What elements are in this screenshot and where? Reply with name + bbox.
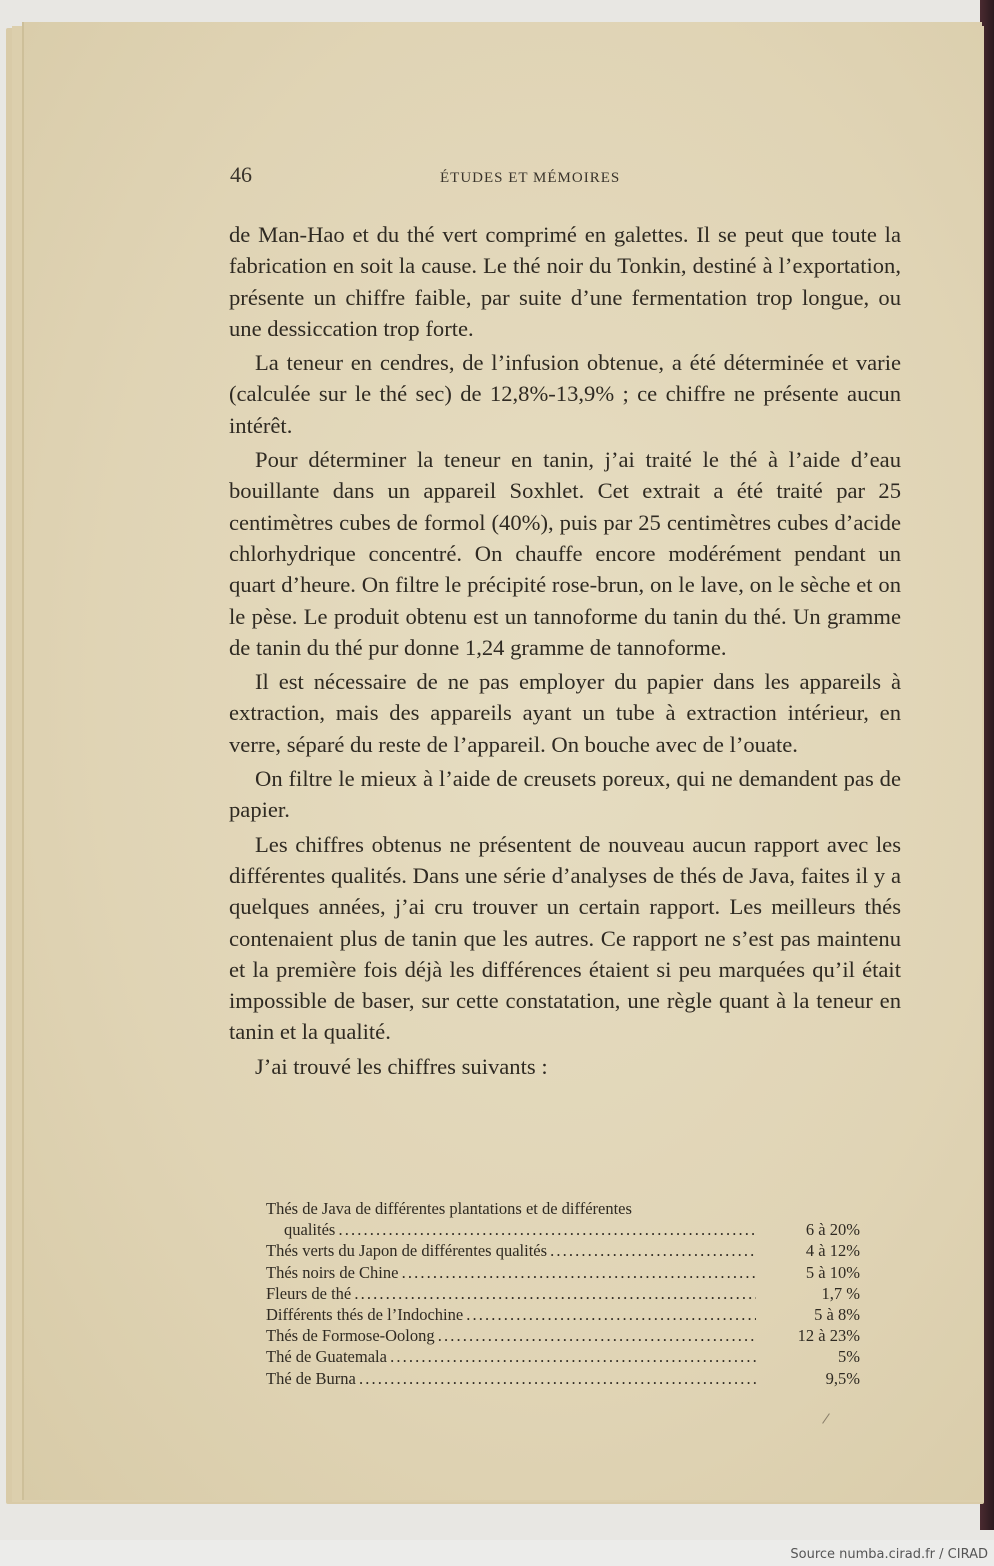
table-row-value: 9,5% <box>825 1368 860 1388</box>
table-row-label: Thé de Guatemala . . . <box>266 1346 756 1367</box>
table-row <box>266 1240 860 1261</box>
tannin-table <box>266 1198 860 1389</box>
table-row-label: Thés de Formose-Oolong . . . <box>266 1325 756 1346</box>
paragraph: J’ai trouvé les chiffres suivants : <box>255 1053 548 1079</box>
table-row-value: 6 à 20% <box>805 1220 860 1240</box>
table-row-value: 4 à 12% <box>805 1241 860 1261</box>
table-row-value: 12 à 23% <box>797 1326 860 1346</box>
table-row-label: Thé de Burna . . . <box>266 1368 756 1389</box>
paragraph: de Man-Hao et du thé vert comprimé en galettes. Il se peut que toute la fabrication en soit la cause. Le thé noir du Tonkin, destiné à l’exportation, présente un chiffre faible, par suite d’une fermentation trop longue, ou une dessiccation trop forte. <box>229 222 901 341</box>
paragraph: Les chiffres obtenus ne présentent de nouveau aucun rapport avec les différentes qualités. Dans une série d’analyses de thés de Java, faites il y a quelques années, j’ai cru trouver un certain rapport. Les meilleurs thés contenaient plus de tanin que les autres. Ce rapport ne s’est pas maintenu et la première fois déjà les différences étaient si peu marquées qu’il était impossible de baser, sur cette constatation, une règle quant à la teneur en tanin et la qualité. <box>229 831 901 1045</box>
paragraph: La teneur en cendres, de l’infusion obtenue, a été déterminée et varie (calculée sur le thé sec) de 12,8%-13,9% ; ce chiffre ne présente aucun intérêt. <box>229 350 901 438</box>
paragraph: On filtre le mieux à l’aide de creusets poreux, qui ne demandent pas de papier. <box>229 766 901 823</box>
paragraph: Pour déterminer la teneur en tanin, j’ai traité le thé à l’aide d’eau bouillante dans un appareil Soxhlet. Cet extrait a été traité par 25 centimètres cubes de formol (40%), puis par 25 centimètres cubes d’acide chlorhydrique concentré. On chauffe encore modérément pendant un quart d’heure. On filtre le précipité rose-brun, on le lave, on le sèche et on le pèse. Le produit obtenu est un tannoforme du tanin du thé. Un gramme de tanin du thé pur donne 1,24 gramme de tannoforme. <box>229 447 901 660</box>
table-row-label: Thés verts du Japon de différentes qualités . . . <box>266 1240 756 1261</box>
table-row-value: 1,7 % <box>821 1283 860 1303</box>
source-credit: Source numba.cirad.fr / CIRAD <box>790 1547 988 1562</box>
table-row <box>266 1262 860 1283</box>
table-row-label: Différents thés de l’Indochine . . . <box>266 1304 756 1325</box>
table-row <box>266 1283 860 1304</box>
table-row-heading <box>266 1198 860 1219</box>
table-row <box>266 1368 860 1389</box>
page-number: 46 <box>230 162 252 187</box>
table-row-label: Fleurs de thé . . . <box>266 1283 756 1304</box>
table-row-label: qualités . . . <box>266 1219 756 1240</box>
table-row-value: 5 à 8% <box>814 1305 860 1325</box>
table-row <box>266 1325 860 1346</box>
paragraph: Il est nécessaire de ne pas employer du papier dans les appareils à extraction, mais des appareils ayant un tube à extraction intérieur, en verre, séparé du reste de l’appareil. On bouche avec de l’ouate. <box>229 669 901 757</box>
table-row-value: 5 à 10% <box>805 1262 860 1282</box>
table-row <box>266 1219 860 1240</box>
body-text <box>229 219 901 1085</box>
table-row <box>266 1304 860 1325</box>
table-row-label: Thés de Java de différentes plantations et de différentes <box>266 1199 632 1218</box>
running-head: ÉTUDES ET MÉMOIRES <box>440 170 621 186</box>
table-row-label: Thés noirs de Chine . . . <box>266 1262 756 1283</box>
table-row <box>266 1346 860 1367</box>
table-row-value: 5% <box>838 1347 860 1367</box>
